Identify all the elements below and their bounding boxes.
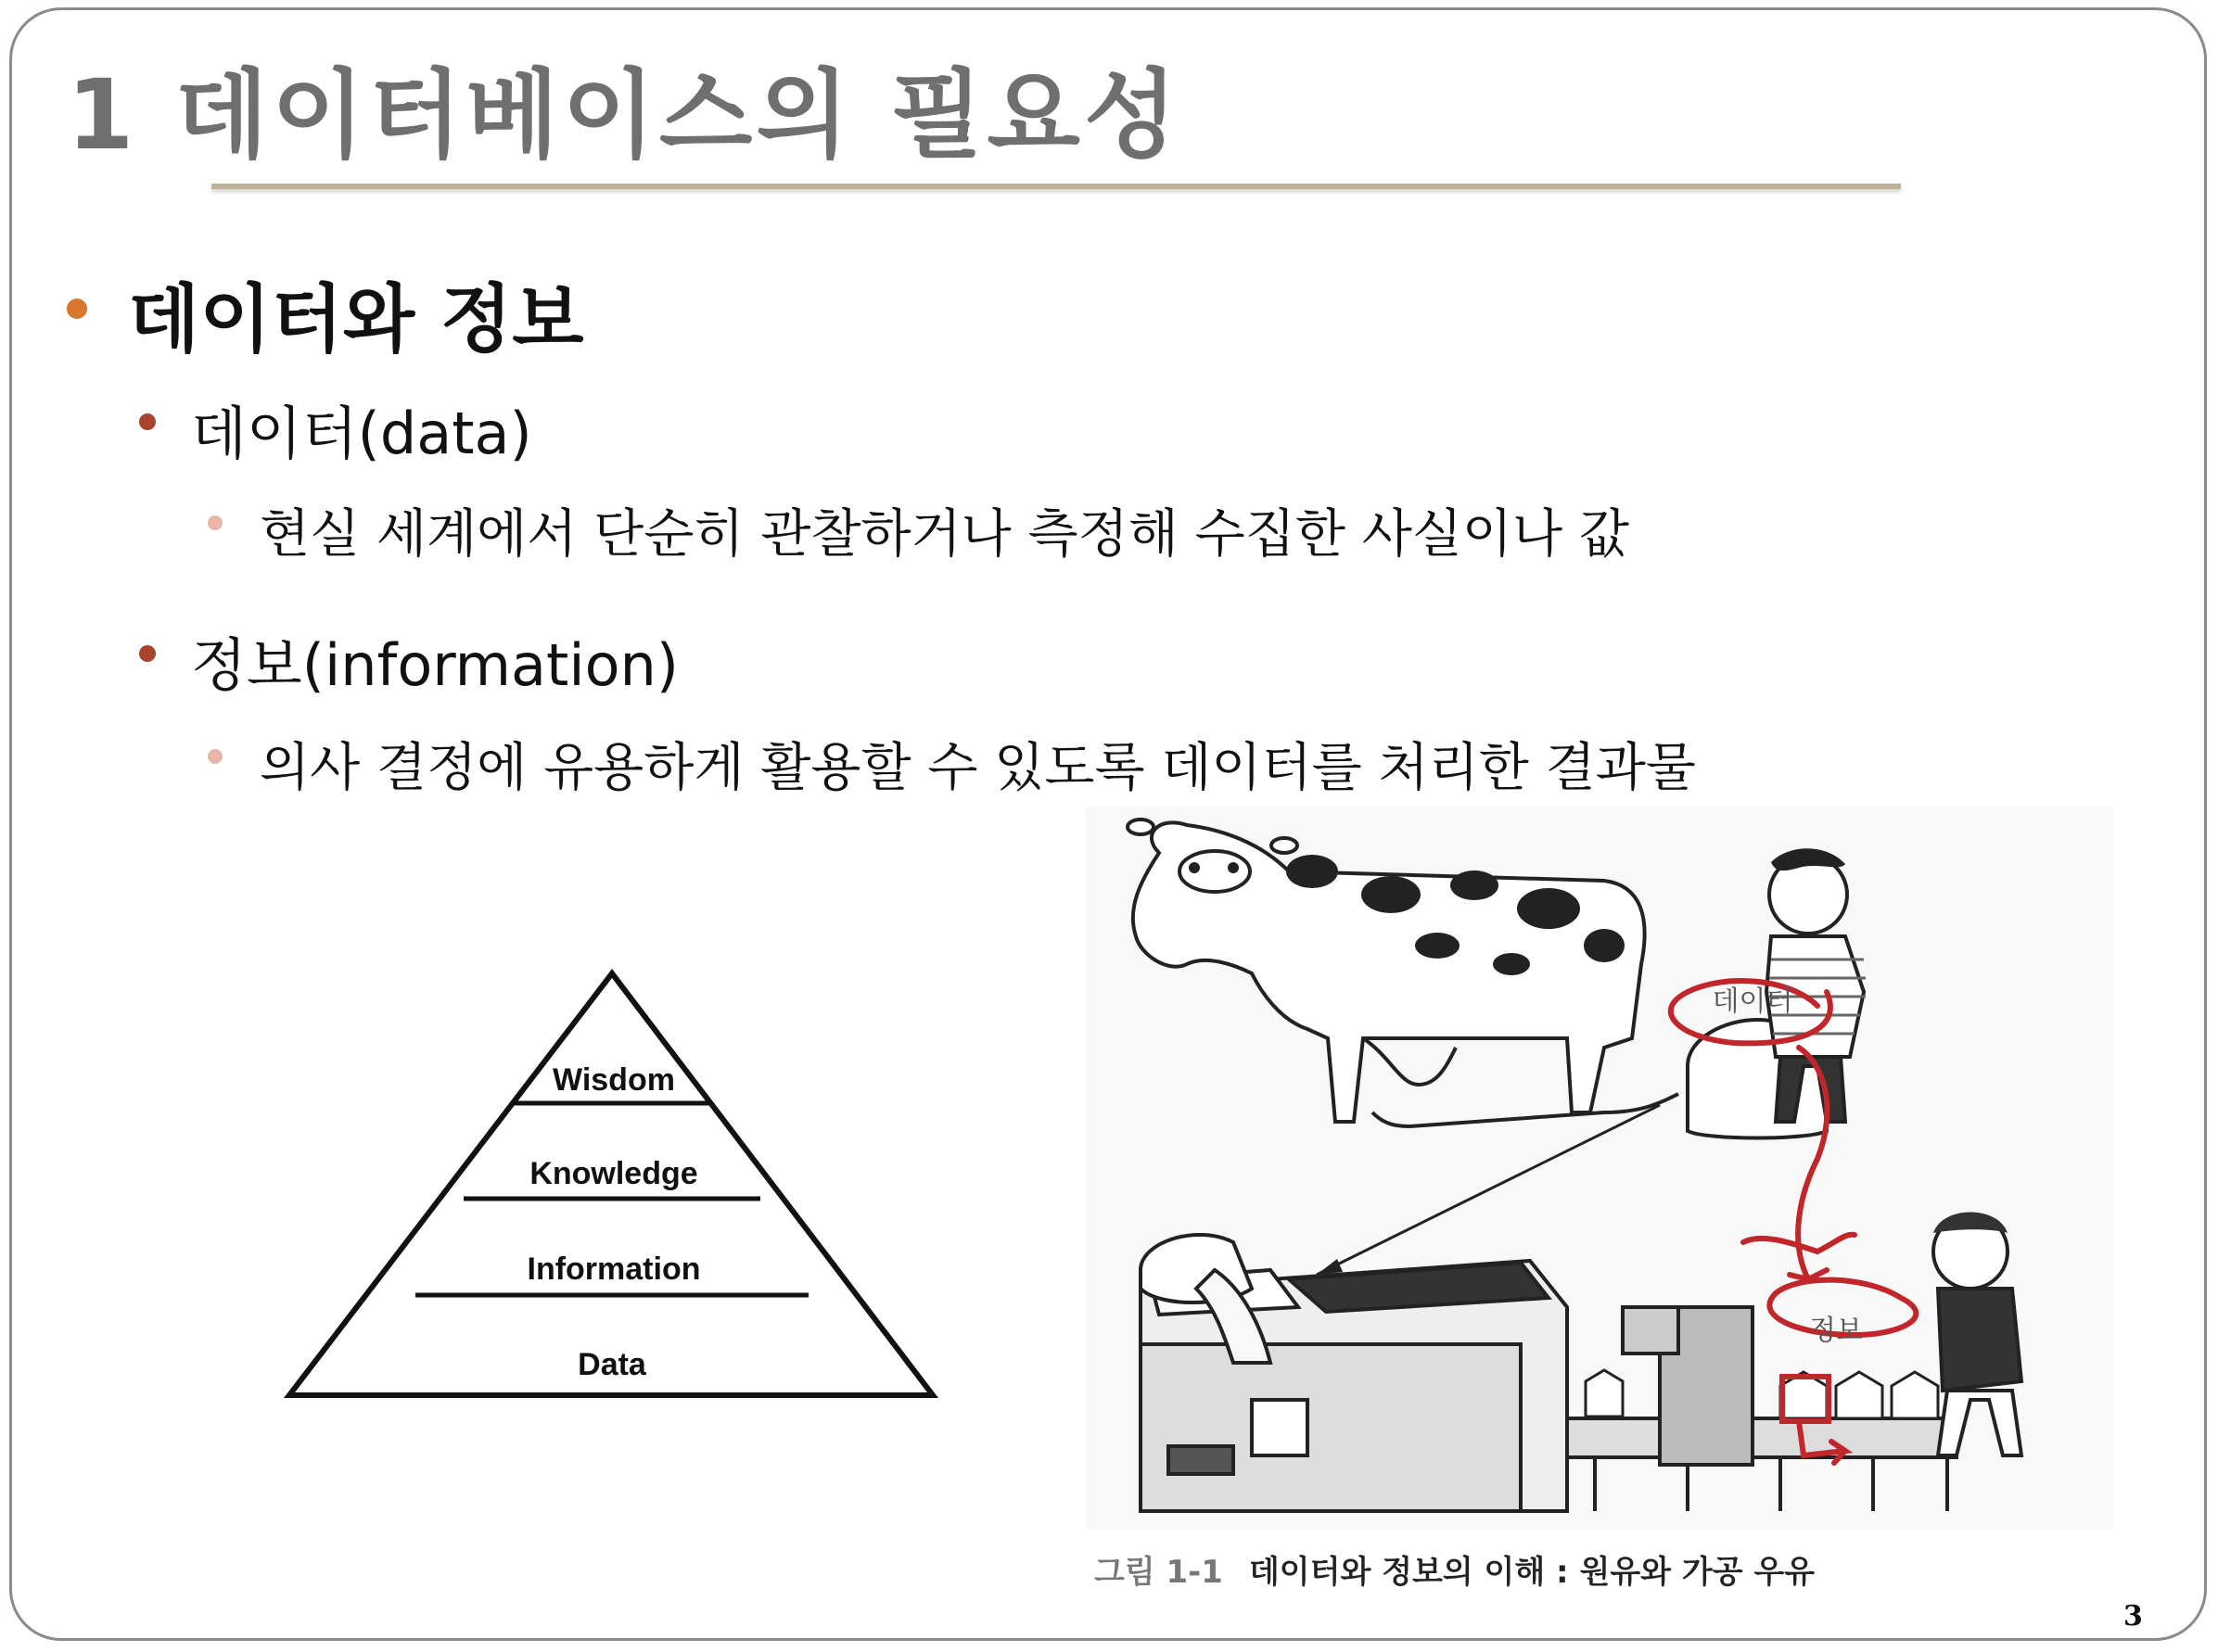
bullet-dot-icon [67, 299, 87, 319]
bullet-dot-icon [139, 645, 156, 662]
bullet-information-label: 정보(information) [191, 631, 679, 699]
annotation-data-label: 데이터 [1712, 985, 1793, 1018]
figure-number: 그림 1-1 [1094, 1554, 1223, 1591]
information-definition: 의사 결정에 유용하게 활용할 수 있도록 데이터를 처리한 결과물 [260, 738, 1696, 798]
annotation-info-label: 정보 [1809, 1315, 1863, 1347]
figure-caption [1094, 1546, 1815, 1592]
page-number: 3 [2123, 1600, 2143, 1633]
pyramid-information: Information [527, 1252, 701, 1287]
pyramid-data: Data [578, 1347, 646, 1382]
section-heading: 데이터와 정보 [128, 276, 584, 362]
pyramid-wisdom: Wisdom [553, 1062, 675, 1098]
dikw-pyramid [278, 964, 946, 1409]
bullet-dot-icon [139, 413, 156, 430]
data-definition: 현실 세계에서 단순히 관찰하거나 측정해 수집한 사실이나 값 [260, 504, 1630, 565]
bullet-data-label: 데이터(data) [191, 400, 532, 467]
title-underline [211, 184, 1901, 189]
bullet-dot-icon [208, 749, 223, 764]
slide-title: 1 데이터베이스의 필요성 [67, 58, 1181, 172]
milk-illustration [1085, 807, 2114, 1530]
figure-caption-text: 데이터와 정보의 이해 : 원유와 가공 우유 [1248, 1554, 1816, 1591]
bullet-dot-icon [208, 515, 223, 530]
pyramid-knowledge: Knowledge [529, 1156, 698, 1191]
